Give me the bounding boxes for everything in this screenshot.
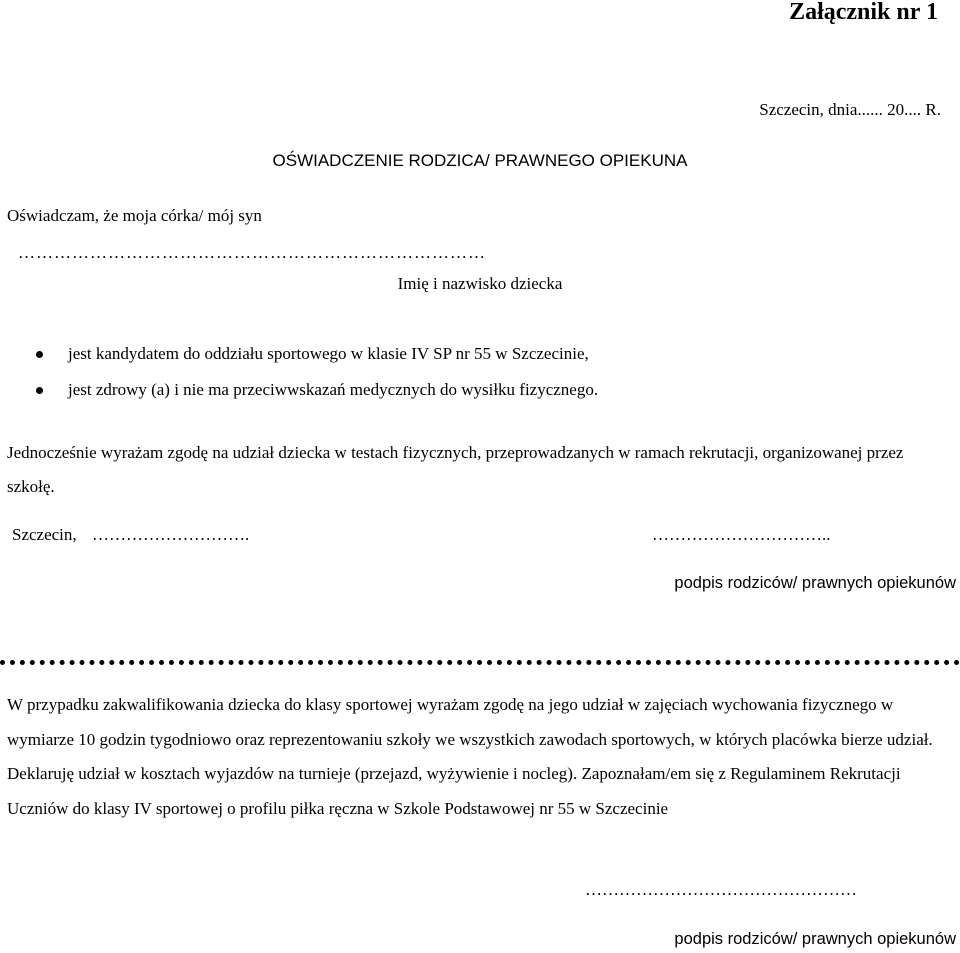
list-item (0, 345, 598, 381)
place-date-field: ………………………. (92, 525, 250, 544)
bullet-text: jest kandydatem do oddziału sportowego w klasie IV SP nr 55 w Szczecinie, (68, 344, 589, 363)
bullet-icon (36, 387, 43, 394)
signature-field: ………………………….. (652, 525, 831, 544)
bullet-text: jest zdrowy (a) i nie ma przeciwwskazań medycznych do wysiłku fizycznego. (68, 380, 599, 399)
declaration-bullet-list (0, 345, 598, 417)
consent-paragraph: Jednocześnie wyrażam zgodę na udział dziecka w testach fizycznych, przeprowadzanych w ramach rekrutacji, organizowanej przez szkołę. (7, 443, 904, 496)
bullet-icon (36, 351, 43, 358)
declaration-intro: Oświadczam, że moja córka/ mój syn (7, 206, 262, 225)
date-line: Szczecin, dnia...... 20.... R. (759, 100, 941, 119)
sports-class-consent-paragraph: W przypadku zakwalifikowania dziecka do klasy sportowej wyrażam zgodę na jego udział w zajęciach wychowania fizycznego w wymiarze 10 godzin tygodniowo oraz reprezentowaniu szkoły we wszystkich zawodach sportowych, w których placówka bierze udział. Deklaruję udział w kosztach wyjazdów na turnieje (przejazd, wyżywienie i nocleg). Zapoznałam/em się z Regulaminem Rekrutacji Uczniów do klasy IV sportowej o profilu piłka ręczna w Szkole Podstawowej nr 55 w Szczecinie (7, 695, 933, 818)
child-name-field: …………………………………………………………………… (18, 243, 486, 262)
list-item (0, 381, 598, 417)
document-heading: OŚWIADCZENIE RODZICA/ PRAWNEGO OPIEKUNA (272, 151, 688, 170)
signature-label-2: podpis rodziców/ prawnych opiekunów (674, 930, 956, 948)
place-label: Szczecin, (12, 525, 77, 544)
attachment-title: Załącznik nr 1 (789, 0, 938, 25)
signature-field-2: ………………………………………… (585, 880, 857, 899)
dotted-divider (0, 660, 960, 665)
child-name-label: Imię i nazwisko dziecka (397, 274, 563, 293)
signature-label: podpis rodziców/ prawnych opiekunów (674, 574, 956, 592)
